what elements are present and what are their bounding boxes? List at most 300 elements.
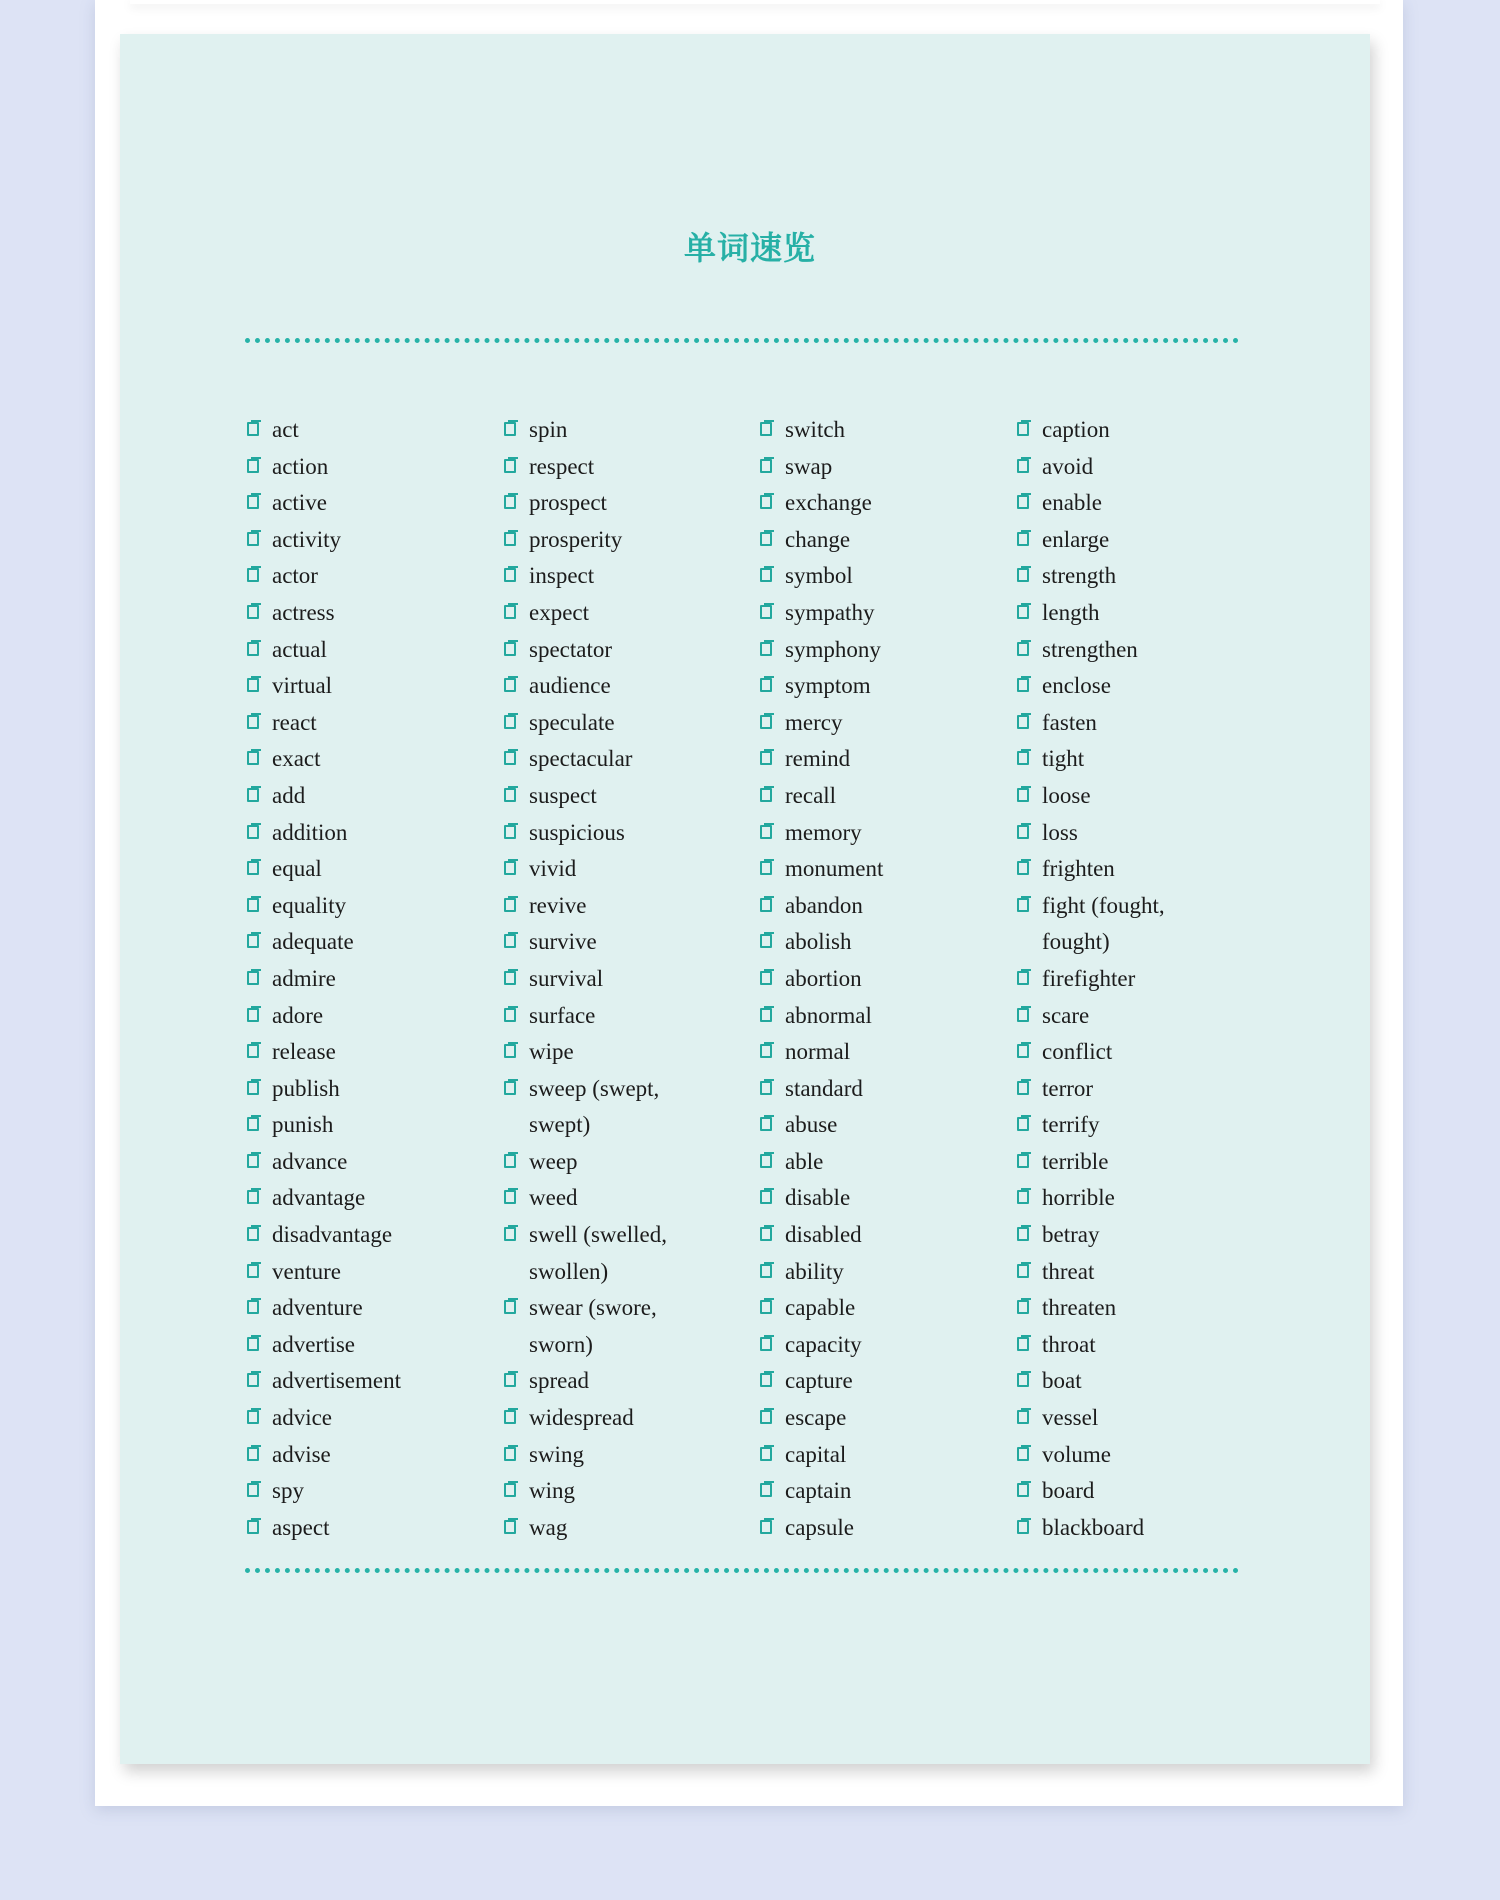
checkbox-icon[interactable] — [1017, 861, 1029, 875]
word-item — [1015, 815, 1265, 852]
word-text: escape — [785, 1405, 847, 1431]
word-text: action — [272, 453, 329, 479]
checkbox-icon[interactable] — [504, 678, 516, 692]
word-item — [1015, 632, 1265, 669]
checkbox-icon[interactable] — [1017, 825, 1029, 839]
checkbox-icon[interactable] — [247, 678, 259, 692]
checkbox-icon[interactable] — [760, 971, 772, 985]
checkbox-icon[interactable] — [760, 605, 772, 619]
checkbox-icon[interactable] — [504, 1081, 516, 1095]
checkbox-icon[interactable] — [1017, 1044, 1029, 1058]
checkbox-icon[interactable] — [504, 642, 516, 656]
checkbox-icon[interactable] — [247, 1520, 259, 1534]
word-text: suspicious — [529, 819, 625, 845]
checkbox-icon[interactable] — [1017, 1154, 1029, 1168]
word-text: normal — [785, 1039, 851, 1065]
word-item — [1015, 558, 1265, 595]
word-text: abolish — [785, 929, 852, 955]
checkbox-icon[interactable] — [247, 788, 259, 802]
word-item — [245, 1400, 495, 1437]
word-item — [502, 595, 752, 632]
word-item — [1015, 1180, 1265, 1217]
checkbox-icon[interactable] — [247, 1410, 259, 1424]
word-item — [1015, 1144, 1265, 1181]
checkbox-icon[interactable] — [247, 1081, 259, 1095]
checkbox-icon[interactable] — [760, 422, 772, 436]
checkbox-icon[interactable] — [247, 934, 259, 948]
checkbox-icon[interactable] — [760, 1008, 772, 1022]
checkbox-icon[interactable] — [247, 642, 259, 656]
word-text: blackboard — [1042, 1514, 1145, 1540]
checkbox-icon[interactable] — [1017, 715, 1029, 729]
checkbox-icon[interactable] — [1017, 678, 1029, 692]
word-text: caption — [1042, 417, 1110, 442]
word-text: swell (swelled, swollen) — [529, 1222, 667, 1284]
word-item — [1015, 705, 1265, 742]
checkbox-icon[interactable] — [760, 1227, 772, 1241]
word-text: standard — [785, 1075, 863, 1101]
word-item — [502, 668, 752, 705]
checkbox-icon[interactable] — [1017, 1410, 1029, 1424]
word-text: symptom — [785, 673, 871, 699]
checkbox-icon[interactable] — [247, 422, 259, 436]
word-item — [502, 888, 752, 925]
word-text: swing — [529, 1441, 584, 1467]
checkbox-icon[interactable] — [760, 1190, 772, 1204]
word-text: wag — [529, 1514, 568, 1540]
checkbox-icon[interactable] — [504, 934, 516, 948]
word-item — [245, 412, 495, 449]
word-text: abnormal — [785, 1002, 872, 1028]
word-item — [245, 632, 495, 669]
checkbox-icon[interactable] — [760, 934, 772, 948]
checkbox-icon[interactable] — [504, 1300, 516, 1314]
word-item — [502, 1363, 752, 1400]
checkbox-icon[interactable] — [760, 678, 772, 692]
word-text: fasten — [1042, 709, 1097, 735]
top-divider — [245, 338, 1239, 343]
checkbox-icon[interactable] — [504, 861, 516, 875]
checkbox-icon[interactable] — [760, 1483, 772, 1497]
word-item — [758, 741, 1008, 778]
word-item — [245, 1327, 495, 1364]
word-item — [502, 632, 752, 669]
checkbox-icon[interactable] — [504, 898, 516, 912]
word-item — [758, 1473, 1008, 1510]
word-text: volume — [1042, 1441, 1111, 1467]
checkbox-icon[interactable] — [247, 1337, 259, 1351]
checkbox-icon[interactable] — [1017, 568, 1029, 582]
word-text: throat — [1042, 1331, 1096, 1357]
word-item — [245, 998, 495, 1035]
checkbox-icon[interactable] — [1017, 1483, 1029, 1497]
checkbox-icon[interactable] — [247, 898, 259, 912]
word-item — [502, 1473, 752, 1510]
word-item — [502, 1510, 752, 1547]
word-item — [245, 1510, 495, 1547]
checkbox-icon[interactable] — [504, 971, 516, 985]
checkbox-icon[interactable] — [504, 715, 516, 729]
word-text: abuse — [785, 1112, 838, 1138]
checkbox-icon[interactable] — [760, 898, 772, 912]
word-item — [758, 668, 1008, 705]
word-item — [502, 1071, 709, 1144]
checkbox-icon[interactable] — [1017, 1337, 1029, 1351]
word-text: remind — [785, 746, 851, 772]
word-item — [245, 485, 495, 522]
word-text: prosperity — [529, 526, 623, 552]
word-item — [245, 595, 495, 632]
checkbox-icon[interactable] — [760, 788, 772, 802]
word-item — [502, 815, 752, 852]
word-item — [758, 1437, 1008, 1474]
checkbox-icon[interactable] — [504, 495, 516, 509]
checkbox-icon[interactable] — [1017, 1300, 1029, 1314]
word-item — [1015, 1400, 1265, 1437]
word-text: suspect — [529, 782, 597, 808]
word-text: enable — [1042, 490, 1103, 516]
checkbox-icon[interactable] — [504, 459, 516, 473]
checkbox-icon[interactable] — [760, 1300, 772, 1314]
word-item — [758, 485, 1008, 522]
word-text: symphony — [785, 636, 881, 662]
word-item — [758, 961, 1008, 998]
checkbox-icon[interactable] — [1017, 422, 1029, 436]
checkbox-icon[interactable] — [247, 1117, 259, 1131]
word-item — [758, 851, 1008, 888]
word-text: captain — [785, 1478, 852, 1504]
word-text: conflict — [1042, 1039, 1113, 1065]
word-text: strengthen — [1042, 636, 1138, 662]
word-text: react — [272, 709, 317, 735]
checkbox-icon[interactable] — [504, 751, 516, 765]
checkbox-icon[interactable] — [760, 1081, 772, 1095]
checkbox-icon[interactable] — [760, 1117, 772, 1131]
word-item — [758, 558, 1008, 595]
checkbox-icon[interactable] — [247, 568, 259, 582]
word-text: sweep (swept, swept) — [529, 1075, 660, 1138]
checkbox-icon[interactable] — [1017, 1373, 1029, 1387]
word-text: spectacular — [529, 746, 633, 772]
word-item — [502, 705, 752, 742]
checkbox-icon[interactable] — [760, 1044, 772, 1058]
word-text: act — [272, 417, 299, 442]
checkbox-icon[interactable] — [247, 971, 259, 985]
word-text: strength — [1042, 563, 1117, 589]
checkbox-icon[interactable] — [504, 825, 516, 839]
bottom-divider — [245, 1568, 1239, 1573]
word-text: boat — [1042, 1368, 1082, 1394]
checkbox-icon[interactable] — [760, 1447, 772, 1461]
checkbox-icon[interactable] — [247, 1300, 259, 1314]
checkbox-icon[interactable] — [247, 1227, 259, 1241]
checkbox-icon[interactable] — [247, 532, 259, 546]
word-item — [245, 522, 495, 559]
word-text: wipe — [529, 1039, 574, 1065]
checkbox-icon[interactable] — [760, 1154, 772, 1168]
word-item — [758, 412, 1008, 449]
word-item — [758, 1180, 1008, 1217]
word-text: addition — [272, 819, 348, 845]
word-column-2 — [502, 412, 752, 1546]
checkbox-icon[interactable] — [504, 788, 516, 802]
checkbox-icon[interactable] — [1017, 1227, 1029, 1241]
checkbox-icon[interactable] — [247, 715, 259, 729]
word-text: activity — [272, 526, 341, 552]
word-text: enclose — [1042, 673, 1111, 699]
word-item — [245, 1254, 495, 1291]
word-text: wing — [529, 1478, 575, 1504]
checkbox-icon[interactable] — [760, 861, 772, 875]
word-item — [502, 1180, 752, 1217]
checkbox-icon[interactable] — [504, 1154, 516, 1168]
word-item — [502, 485, 752, 522]
word-item — [245, 1180, 495, 1217]
word-item — [245, 449, 495, 486]
checkbox-icon[interactable] — [1017, 495, 1029, 509]
word-item — [245, 815, 495, 852]
word-item — [758, 1254, 1008, 1291]
word-text: venture — [272, 1258, 341, 1284]
checkbox-icon[interactable] — [1017, 1081, 1029, 1095]
word-item — [502, 1290, 709, 1363]
word-text: abortion — [785, 965, 862, 991]
word-item — [502, 558, 752, 595]
word-item — [758, 815, 1008, 852]
checkbox-icon[interactable] — [247, 459, 259, 473]
checkbox-icon[interactable] — [1017, 642, 1029, 656]
word-item — [1015, 595, 1265, 632]
checkbox-icon[interactable] — [1017, 751, 1029, 765]
word-item — [245, 558, 495, 595]
word-text: prospect — [529, 490, 607, 516]
word-item — [245, 851, 495, 888]
word-text: punish — [272, 1112, 334, 1138]
checkbox-icon[interactable] — [1017, 605, 1029, 619]
word-text: horrible — [1042, 1185, 1115, 1211]
word-item — [1015, 1510, 1265, 1547]
word-item — [245, 1107, 495, 1144]
word-text: abandon — [785, 892, 863, 918]
checkbox-icon[interactable] — [1017, 788, 1029, 802]
word-text: disable — [785, 1185, 851, 1211]
word-item — [245, 1473, 495, 1510]
checkbox-icon[interactable] — [247, 1447, 259, 1461]
word-column-1 — [245, 412, 495, 1546]
checkbox-icon[interactable] — [1017, 1520, 1029, 1534]
checkbox-icon[interactable] — [247, 1008, 259, 1022]
checkbox-icon[interactable] — [760, 459, 772, 473]
word-text: capsule — [785, 1514, 854, 1540]
word-item — [1015, 1071, 1265, 1108]
word-text: respect — [529, 453, 595, 479]
checkbox-icon[interactable] — [504, 1373, 516, 1387]
checkbox-icon[interactable] — [247, 1044, 259, 1058]
word-item — [245, 1363, 495, 1400]
checkbox-icon[interactable] — [760, 715, 772, 729]
word-text: capture — [785, 1368, 853, 1394]
word-item — [758, 1071, 1008, 1108]
word-item — [1015, 778, 1265, 815]
word-item — [245, 1071, 495, 1108]
word-text: loose — [1042, 782, 1091, 808]
word-item — [502, 924, 752, 961]
word-text: add — [272, 782, 306, 808]
checkbox-icon[interactable] — [504, 1447, 516, 1461]
word-text: disabled — [785, 1222, 862, 1248]
word-item — [1015, 1327, 1265, 1364]
checkbox-icon[interactable] — [504, 1044, 516, 1058]
word-text: publish — [272, 1075, 340, 1101]
word-item — [245, 741, 495, 778]
word-item — [245, 1437, 495, 1474]
page-title: 单词速览 — [683, 229, 816, 267]
word-text: capacity — [785, 1331, 862, 1357]
word-text: tight — [1042, 746, 1085, 772]
checkbox-icon[interactable] — [1017, 1447, 1029, 1461]
word-item — [245, 1144, 495, 1181]
word-text: vessel — [1042, 1405, 1099, 1431]
checkbox-icon[interactable] — [760, 568, 772, 582]
word-item — [502, 522, 752, 559]
checkbox-icon[interactable] — [504, 1227, 516, 1241]
word-item — [758, 1510, 1008, 1547]
word-text: capital — [785, 1441, 847, 1467]
word-item — [758, 632, 1008, 669]
word-text: firefighter — [1042, 965, 1136, 991]
checkbox-icon[interactable] — [247, 861, 259, 875]
word-text: change — [785, 526, 851, 552]
checkbox-icon[interactable] — [247, 1190, 259, 1204]
word-item — [1015, 1437, 1265, 1474]
checkbox-icon[interactable] — [504, 568, 516, 582]
checkbox-icon[interactable] — [1017, 971, 1029, 985]
checkbox-icon[interactable] — [504, 532, 516, 546]
word-item — [1015, 998, 1265, 1035]
word-text: virtual — [272, 673, 333, 699]
word-item — [758, 1144, 1008, 1181]
word-text: advice — [272, 1405, 333, 1431]
checkbox-icon[interactable] — [247, 495, 259, 509]
word-text: spy — [272, 1478, 304, 1504]
word-text: recall — [785, 782, 837, 808]
checkbox-icon[interactable] — [504, 1410, 516, 1424]
checkbox-icon[interactable] — [247, 1154, 259, 1168]
checkbox-icon[interactable] — [247, 1373, 259, 1387]
checkbox-icon[interactable] — [1017, 1117, 1029, 1131]
word-text: avoid — [1042, 453, 1094, 479]
word-item — [1015, 449, 1265, 486]
word-text: spread — [529, 1368, 590, 1394]
word-item — [1015, 888, 1222, 961]
word-text: enlarge — [1042, 526, 1110, 552]
word-item — [1015, 1363, 1265, 1400]
word-text: inspect — [529, 563, 595, 589]
checkbox-icon[interactable] — [1017, 1190, 1029, 1204]
word-text: surface — [529, 1002, 596, 1028]
word-item — [502, 1400, 752, 1437]
word-item — [245, 888, 495, 925]
checkbox-icon[interactable] — [1017, 532, 1029, 546]
checkbox-icon[interactable] — [504, 605, 516, 619]
checkbox-icon[interactable] — [247, 1264, 259, 1278]
word-text: adore — [272, 1002, 324, 1028]
word-text: advise — [272, 1441, 331, 1467]
word-item — [1015, 1034, 1265, 1071]
word-text: audience — [529, 673, 611, 699]
word-text: swear (swore, sworn) — [529, 1295, 657, 1357]
word-text: sympathy — [785, 599, 875, 625]
word-text: fight (fought, fought) — [1042, 892, 1165, 955]
checkbox-icon[interactable] — [760, 1264, 772, 1278]
word-text: spectator — [529, 636, 613, 662]
word-text: disadvantage — [272, 1222, 393, 1248]
word-text: monument — [785, 856, 884, 882]
checkbox-icon[interactable] — [504, 1483, 516, 1497]
checkbox-icon[interactable] — [760, 1373, 772, 1387]
checkbox-icon[interactable] — [760, 751, 772, 765]
word-item — [758, 924, 1008, 961]
word-item — [758, 888, 1008, 925]
word-item — [1015, 851, 1265, 888]
word-item — [1015, 1217, 1265, 1254]
checkbox-icon[interactable] — [1017, 459, 1029, 473]
checkbox-icon[interactable] — [760, 1337, 772, 1351]
checkbox-icon[interactable] — [1017, 1008, 1029, 1022]
checkbox-icon[interactable] — [1017, 898, 1029, 912]
checkbox-icon[interactable] — [504, 1008, 516, 1022]
word-item — [502, 412, 752, 449]
word-text: mercy — [785, 709, 843, 735]
checkbox-icon[interactable] — [760, 642, 772, 656]
word-text: aspect — [272, 1514, 330, 1540]
word-text: terrible — [1042, 1148, 1109, 1174]
word-item — [1015, 741, 1265, 778]
word-text: revive — [529, 892, 587, 918]
checkbox-icon[interactable] — [760, 1520, 772, 1534]
word-text: widespread — [529, 1405, 634, 1431]
checkbox-icon[interactable] — [1017, 1264, 1029, 1278]
checkbox-icon[interactable] — [760, 495, 772, 509]
word-item — [758, 522, 1008, 559]
checkbox-icon[interactable] — [760, 532, 772, 546]
word-text: admire — [272, 965, 336, 991]
checkbox-icon[interactable] — [760, 825, 772, 839]
word-item — [758, 1363, 1008, 1400]
checkbox-icon[interactable] — [247, 825, 259, 839]
checkbox-icon[interactable] — [247, 1483, 259, 1497]
word-text: active — [272, 490, 327, 516]
word-item — [1015, 412, 1265, 449]
word-item — [758, 1400, 1008, 1437]
checkbox-icon[interactable] — [247, 605, 259, 619]
word-text: terror — [1042, 1075, 1094, 1101]
checkbox-icon[interactable] — [504, 422, 516, 436]
word-text: symbol — [785, 563, 853, 589]
checkbox-icon[interactable] — [504, 1190, 516, 1204]
word-text: switch — [785, 417, 846, 442]
word-text: capable — [785, 1295, 856, 1321]
word-item — [758, 595, 1008, 632]
checkbox-icon[interactable] — [504, 1520, 516, 1534]
word-text: terrify — [1042, 1112, 1100, 1138]
checkbox-icon[interactable] — [760, 1410, 772, 1424]
word-text: betray — [1042, 1222, 1100, 1248]
word-item — [758, 778, 1008, 815]
word-item — [502, 1217, 709, 1290]
word-item — [245, 705, 495, 742]
checkbox-icon[interactable] — [247, 751, 259, 765]
